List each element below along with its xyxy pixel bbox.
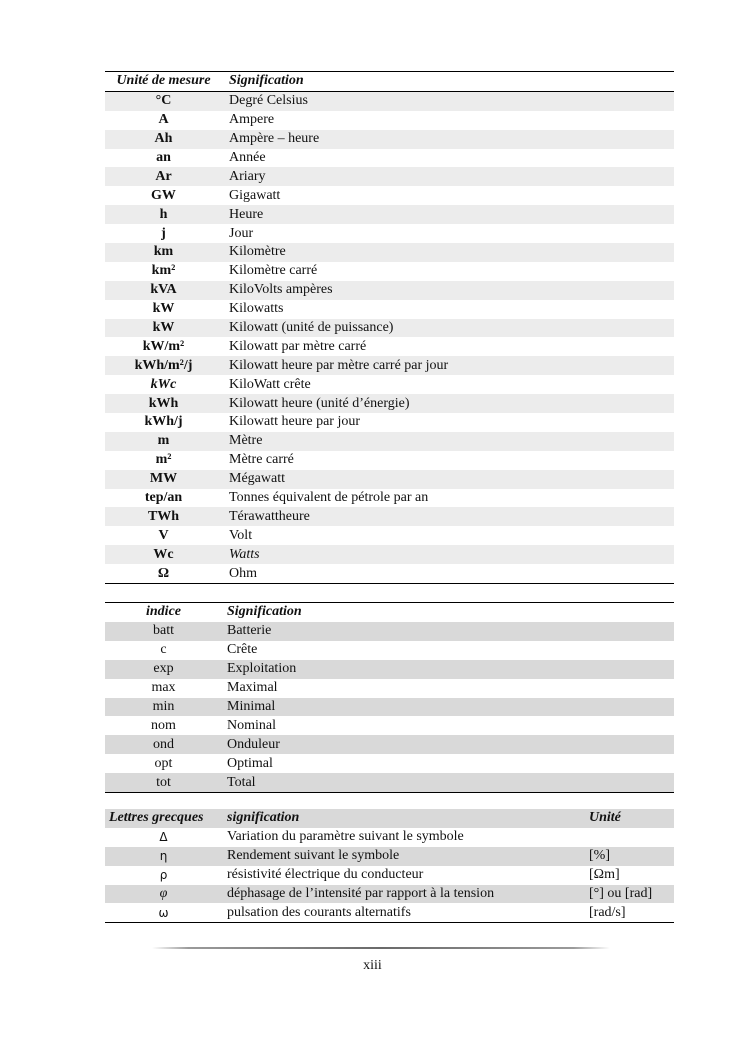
table-row bbox=[105, 111, 674, 130]
unit-cell: kVA bbox=[150, 282, 177, 298]
table-row bbox=[105, 413, 674, 432]
table-row bbox=[105, 91, 674, 110]
table-row bbox=[105, 526, 674, 545]
table-row bbox=[105, 281, 674, 300]
table-row bbox=[105, 716, 674, 735]
meaning-cell: Kilowatts bbox=[229, 301, 284, 317]
unit-cell: Wc bbox=[153, 546, 174, 562]
meaning-cell: Kilomètre carré bbox=[229, 263, 318, 279]
meaning-cell: Optimal bbox=[227, 755, 273, 771]
meaning-cell: Exploitation bbox=[227, 661, 297, 677]
table-row bbox=[105, 773, 674, 792]
unit-cell: °C bbox=[155, 93, 172, 109]
meaning-cell: Mégawatt bbox=[229, 471, 285, 487]
index-cell: ond bbox=[153, 736, 174, 752]
meaning-cell: Gigawatt bbox=[229, 187, 281, 203]
meaning-cell: Kilowatt heure par mètre carré par jour bbox=[229, 357, 449, 373]
table-row bbox=[105, 679, 674, 698]
unit-cell: kWc bbox=[150, 376, 177, 392]
table-row bbox=[105, 300, 674, 319]
unit-cell: [Ωm] bbox=[589, 867, 620, 883]
table-row bbox=[105, 130, 674, 149]
meaning-cell: Térawattheure bbox=[229, 508, 310, 524]
meaning-cell: Kilowatt par mètre carré bbox=[229, 338, 367, 354]
table-row bbox=[105, 394, 674, 413]
greek-letter-cell: ρ bbox=[159, 868, 168, 883]
units-table-header bbox=[105, 72, 674, 92]
greek-letter-cell: Δ bbox=[159, 830, 168, 845]
meaning-cell: Mètre carré bbox=[229, 452, 294, 468]
unit-cell: kWh/m²/j bbox=[134, 357, 193, 373]
page-content bbox=[105, 71, 674, 923]
meaning-cell: Ampere bbox=[229, 112, 275, 128]
table-row bbox=[105, 641, 674, 660]
index-cell: exp bbox=[153, 661, 174, 677]
table-row bbox=[105, 205, 674, 224]
table-row bbox=[105, 903, 674, 922]
unit-cell: V bbox=[158, 527, 169, 543]
index-cell: max bbox=[151, 680, 176, 696]
meaning-cell: Ariary bbox=[229, 168, 266, 184]
unit-cell: kW/m² bbox=[142, 338, 185, 354]
table-row bbox=[105, 243, 674, 262]
table-row bbox=[105, 186, 674, 205]
table-row bbox=[105, 319, 674, 338]
unit-cell: km² bbox=[151, 263, 176, 279]
unit-cell: Ω bbox=[157, 565, 170, 581]
meaning-cell: Rendement suivant le symbole bbox=[227, 848, 400, 864]
meaning-cell: Degré Celsius bbox=[229, 93, 308, 109]
table-row bbox=[105, 375, 674, 394]
units-table bbox=[105, 71, 674, 584]
units-header-unit: Unité de mesure bbox=[105, 72, 222, 92]
units-header-meaning: Signification bbox=[222, 72, 674, 92]
meaning-cell: Kilowatt heure (unité d’énergie) bbox=[229, 395, 410, 411]
unit-cell: kWh bbox=[148, 395, 179, 411]
meaning-cell: Nominal bbox=[227, 717, 276, 733]
unit-cell: kW bbox=[152, 320, 175, 336]
meaning-cell: Année bbox=[229, 150, 266, 165]
meaning-cell: pulsation des courants alternatifs bbox=[227, 904, 411, 920]
meaning-cell: résistivité électrique du conducteur bbox=[227, 867, 424, 883]
footer-divider bbox=[152, 947, 610, 949]
meaning-cell: Ohm bbox=[229, 565, 257, 581]
table-row bbox=[105, 847, 674, 866]
unit-cell: Ah bbox=[154, 131, 173, 147]
unit-cell: Ar bbox=[155, 168, 172, 184]
index-cell: batt bbox=[153, 623, 174, 639]
index-cell: c bbox=[160, 642, 167, 658]
meaning-cell: Variation du paramètre suivant le symbole bbox=[227, 829, 464, 845]
meaning-cell: Kilowatt (unité de puissance) bbox=[229, 320, 394, 336]
unit-cell bbox=[589, 828, 674, 847]
table-row bbox=[105, 660, 674, 679]
index-table bbox=[105, 602, 674, 793]
unit-cell: j bbox=[161, 225, 166, 241]
meaning-cell: Tonnes équivalent de pétrole par an bbox=[229, 490, 429, 506]
table-row bbox=[105, 754, 674, 773]
index-header-meaning: Signification bbox=[227, 604, 302, 620]
greek-header-unit: Unité bbox=[589, 810, 621, 826]
unit-cell: GW bbox=[151, 187, 176, 203]
meaning-cell: KiloWatt crête bbox=[229, 376, 311, 392]
meaning-cell: Heure bbox=[229, 206, 264, 222]
unit-cell: A bbox=[158, 112, 169, 128]
table-row bbox=[105, 224, 674, 243]
index-cell: tot bbox=[156, 774, 171, 790]
table-row bbox=[105, 149, 674, 168]
meaning-cell: Kilomètre bbox=[229, 244, 286, 260]
meaning-cell: Crête bbox=[227, 642, 258, 658]
greek-letter-cell: ω bbox=[158, 905, 169, 920]
page-number: xiii bbox=[363, 958, 382, 973]
unit-cell: [rad/s] bbox=[589, 904, 626, 920]
table-row bbox=[105, 866, 674, 885]
greek-letters-table bbox=[105, 809, 674, 923]
meaning-cell: Batterie bbox=[227, 623, 272, 639]
meaning-cell: Mètre bbox=[229, 433, 263, 449]
unit-cell: MW bbox=[149, 471, 178, 487]
index-cell: nom bbox=[151, 717, 176, 733]
meaning-cell: Kilowatt heure par jour bbox=[229, 414, 361, 430]
table-row bbox=[105, 451, 674, 470]
meaning-cell: Onduleur bbox=[227, 736, 280, 752]
index-header-index: indice bbox=[146, 604, 181, 620]
unit-cell: [%] bbox=[589, 848, 610, 864]
index-cell: min bbox=[152, 698, 175, 714]
unit-cell: km bbox=[153, 244, 174, 260]
greek-table-header bbox=[105, 809, 674, 828]
table-row bbox=[105, 885, 674, 904]
greek-letter-cell: η bbox=[159, 849, 168, 864]
greek-header-meaning: signification bbox=[227, 810, 300, 826]
unit-cell: [°] ou [rad] bbox=[589, 885, 653, 901]
table-row bbox=[105, 507, 674, 526]
meaning-cell: déphasage de l’intensité par rapport à la tension bbox=[227, 885, 495, 901]
index-table-header bbox=[105, 603, 674, 622]
unit-cell: kWh/j bbox=[144, 414, 183, 430]
unit-cell: tep/an bbox=[144, 490, 183, 506]
meaning-cell: Jour bbox=[229, 225, 254, 241]
unit-cell: h bbox=[159, 206, 168, 222]
table-row bbox=[105, 337, 674, 356]
meaning-cell: Minimal bbox=[227, 698, 276, 714]
meaning-cell: Ampère – heure bbox=[229, 131, 320, 147]
unit-cell: m bbox=[157, 433, 170, 449]
table-row bbox=[105, 167, 674, 186]
table-row bbox=[105, 545, 674, 564]
greek-header-letter: Lettres grecques bbox=[109, 810, 204, 826]
table-row bbox=[105, 828, 674, 847]
table-row bbox=[105, 262, 674, 281]
table-row bbox=[105, 735, 674, 754]
table-row bbox=[105, 564, 674, 583]
meaning-cell: KiloVolts ampères bbox=[229, 282, 333, 298]
unit-cell: an bbox=[156, 150, 171, 165]
meaning-cell: Maximal bbox=[227, 680, 278, 696]
table-row bbox=[105, 470, 674, 489]
table-row bbox=[105, 622, 674, 641]
index-cell: opt bbox=[154, 755, 173, 771]
meaning-cell: Watts bbox=[229, 546, 260, 562]
unit-cell: kW bbox=[152, 301, 175, 317]
unit-cell: m² bbox=[155, 452, 172, 468]
unit-cell: TWh bbox=[147, 508, 180, 524]
table-row bbox=[105, 698, 674, 717]
table-row bbox=[105, 356, 674, 375]
table-row bbox=[105, 489, 674, 508]
greek-letter-cell: φ bbox=[159, 885, 168, 901]
table-row bbox=[105, 432, 674, 451]
meaning-cell: Volt bbox=[229, 527, 253, 543]
meaning-cell: Total bbox=[227, 774, 256, 790]
